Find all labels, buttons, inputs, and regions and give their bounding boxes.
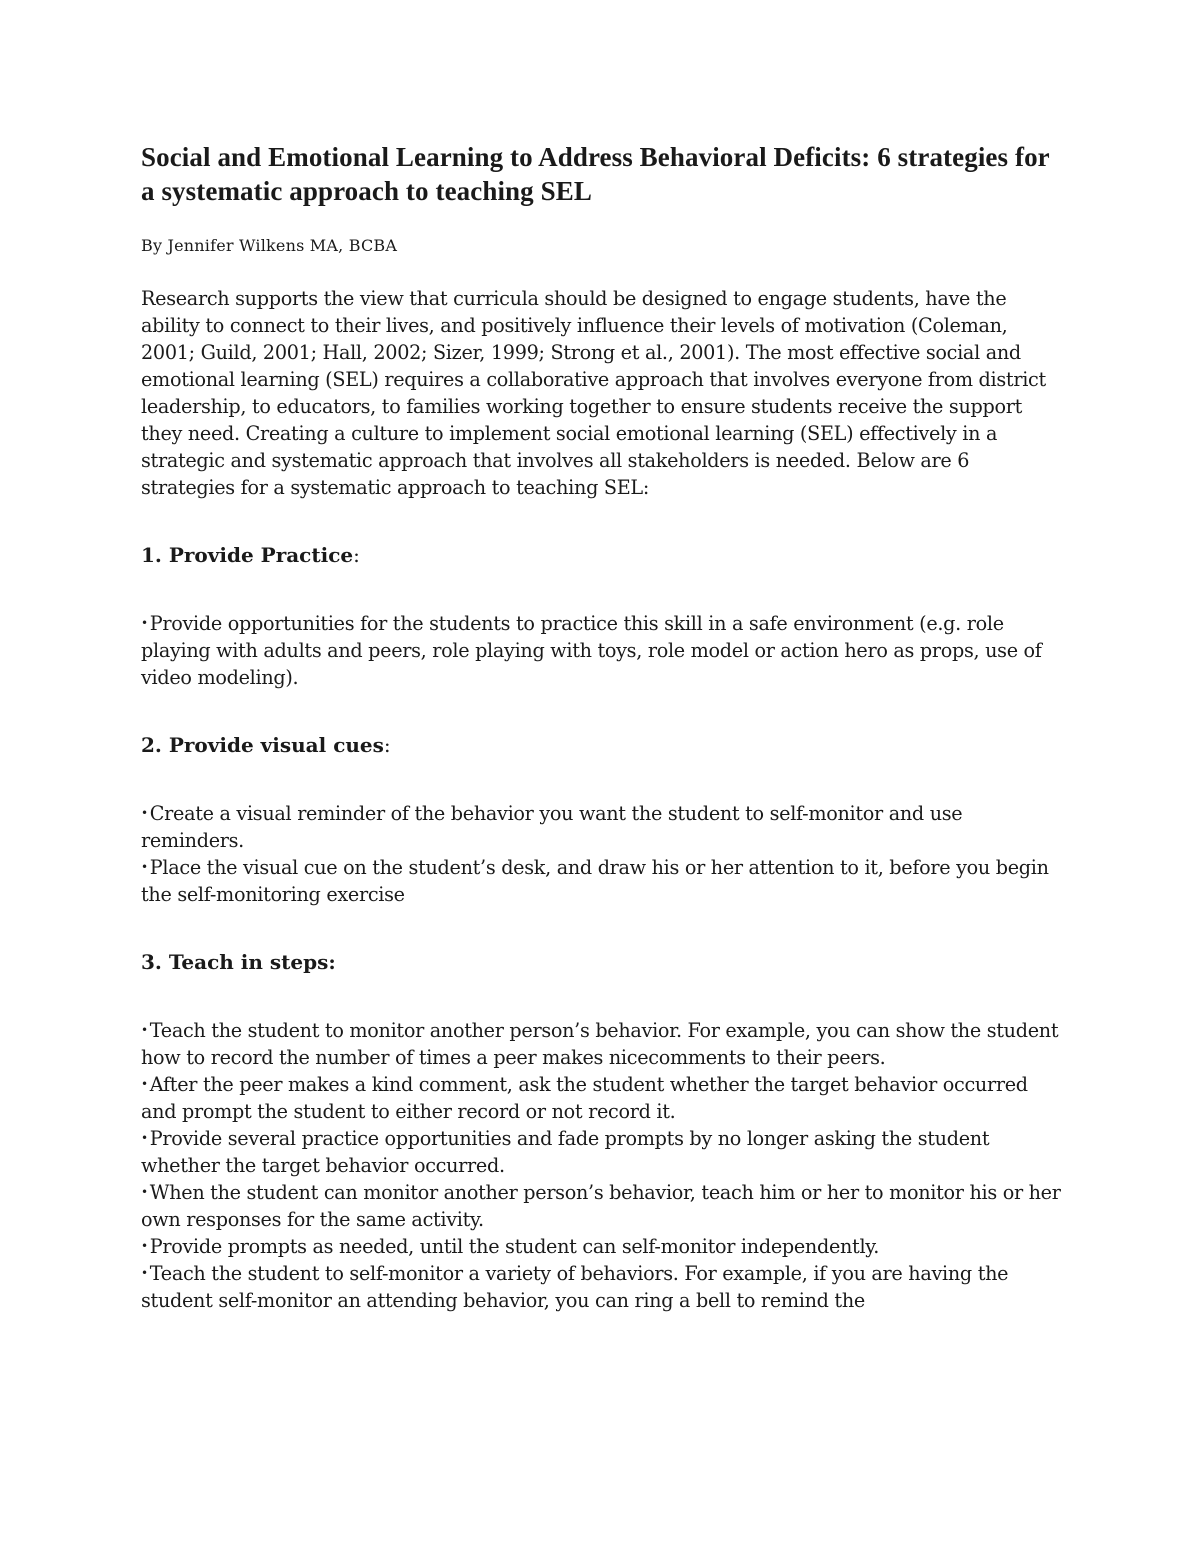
- section-heading-text: 2. Provide visual cues: [141, 733, 384, 757]
- list-item: [141, 854, 1066, 908]
- bullet-icon: •: [141, 1023, 148, 1037]
- bullet-icon: •: [141, 616, 148, 630]
- list-item-text: Create a visual reminder of the behavior you want the student to self-monitor and use reminders.: [141, 802, 963, 852]
- bullet-icon: •: [141, 1077, 148, 1091]
- list-item: [141, 1233, 1066, 1260]
- document-body: [141, 140, 1066, 1314]
- bullet-icon: •: [141, 1185, 148, 1199]
- list-item: [141, 800, 1066, 854]
- bullet-icon: •: [141, 1131, 148, 1145]
- list-item: [141, 1071, 1066, 1125]
- bullet-list-provide-practice: [141, 610, 1066, 691]
- section-heading-text: 3. Teach in steps:: [141, 950, 336, 974]
- bullet-icon: •: [141, 806, 148, 820]
- intro-paragraph: Research supports the view that curricula should be designed to engage students, have the ability to connect to their lives, and positively influence their levels of motivation (Coleman, 2001; Guild, 2001; Hall, 2002; Sizer, 1999; Strong et al., 2001). The most effective social and emotional learning (SEL) requires a collaborative approach that involves everyone from district leadership, to educators, to families working together to ensure students receive the support they need. Creating a culture to implement social emotional learning (SEL) effectively in a strategic and systematic approach that involves all stakeholders is needed. Below are 6 strategies for a systematic approach to teaching SEL:: [141, 287, 1046, 499]
- list-item-text: Provide opportunities for the students to practice this skill in a safe environment (e.g. role playing with adults and peers, role playing with toys, role model or action hero as props, use of video modeling).: [141, 612, 1042, 689]
- list-item: [141, 1179, 1066, 1233]
- section-heading-colon: :: [383, 733, 391, 757]
- bullet-icon: •: [141, 1239, 148, 1253]
- list-item-text: After the peer makes a kind comment, ask the student whether the target behavior occurred and prompt the student to either record or not record it.: [141, 1073, 1028, 1123]
- bullet-icon: •: [141, 860, 148, 874]
- list-item: [141, 1125, 1066, 1179]
- list-item: [141, 1260, 1066, 1314]
- section-heading-colon: :: [353, 543, 360, 567]
- list-item-text: Teach the student to monitor another person’s behavior. For example, you can show the student how to record the number of times a peer makes nicecomments to their peers.: [141, 1019, 1059, 1069]
- section-heading-teach-in-steps: [141, 949, 1066, 976]
- bullet-list-teach-in-steps: [141, 1017, 1066, 1314]
- document-title: Social and Emotional Learning to Address Behavioral Deficits: 6 strategies for a systematic approach to teaching SEL: [141, 142, 1050, 206]
- list-item-text: When the student can monitor another person’s behavior, teach him or her to monitor his or her own responses for the same activity.: [141, 1181, 1061, 1231]
- list-item: [141, 1017, 1066, 1071]
- list-item: [141, 610, 1066, 691]
- section-heading-text: 1. Provide Practice: [141, 543, 354, 567]
- section-heading-provide-practice: [141, 542, 1066, 569]
- bullet-list-provide-visual-cues: [141, 800, 1066, 908]
- section-heading-provide-visual-cues: [141, 732, 1066, 759]
- list-item-text: Teach the student to self-monitor a variety of behaviors. For example, if you are having the student self-monitor an attending behavior, you can ring a bell to remind the: [141, 1262, 1009, 1312]
- list-item-text: Provide several practice opportunities and fade prompts by no longer asking the student whether the target behavior occurred.: [141, 1127, 990, 1177]
- list-item-text: Provide prompts as needed, until the student can self-monitor independently.: [149, 1235, 880, 1258]
- list-item-text: Place the visual cue on the student’s desk, and draw his or her attention to it, before you begin the self-monitoring exercise: [141, 856, 1049, 906]
- bullet-icon: •: [141, 1266, 148, 1280]
- author-byline: By Jennifer Wilkens MA, BCBA: [141, 236, 398, 255]
